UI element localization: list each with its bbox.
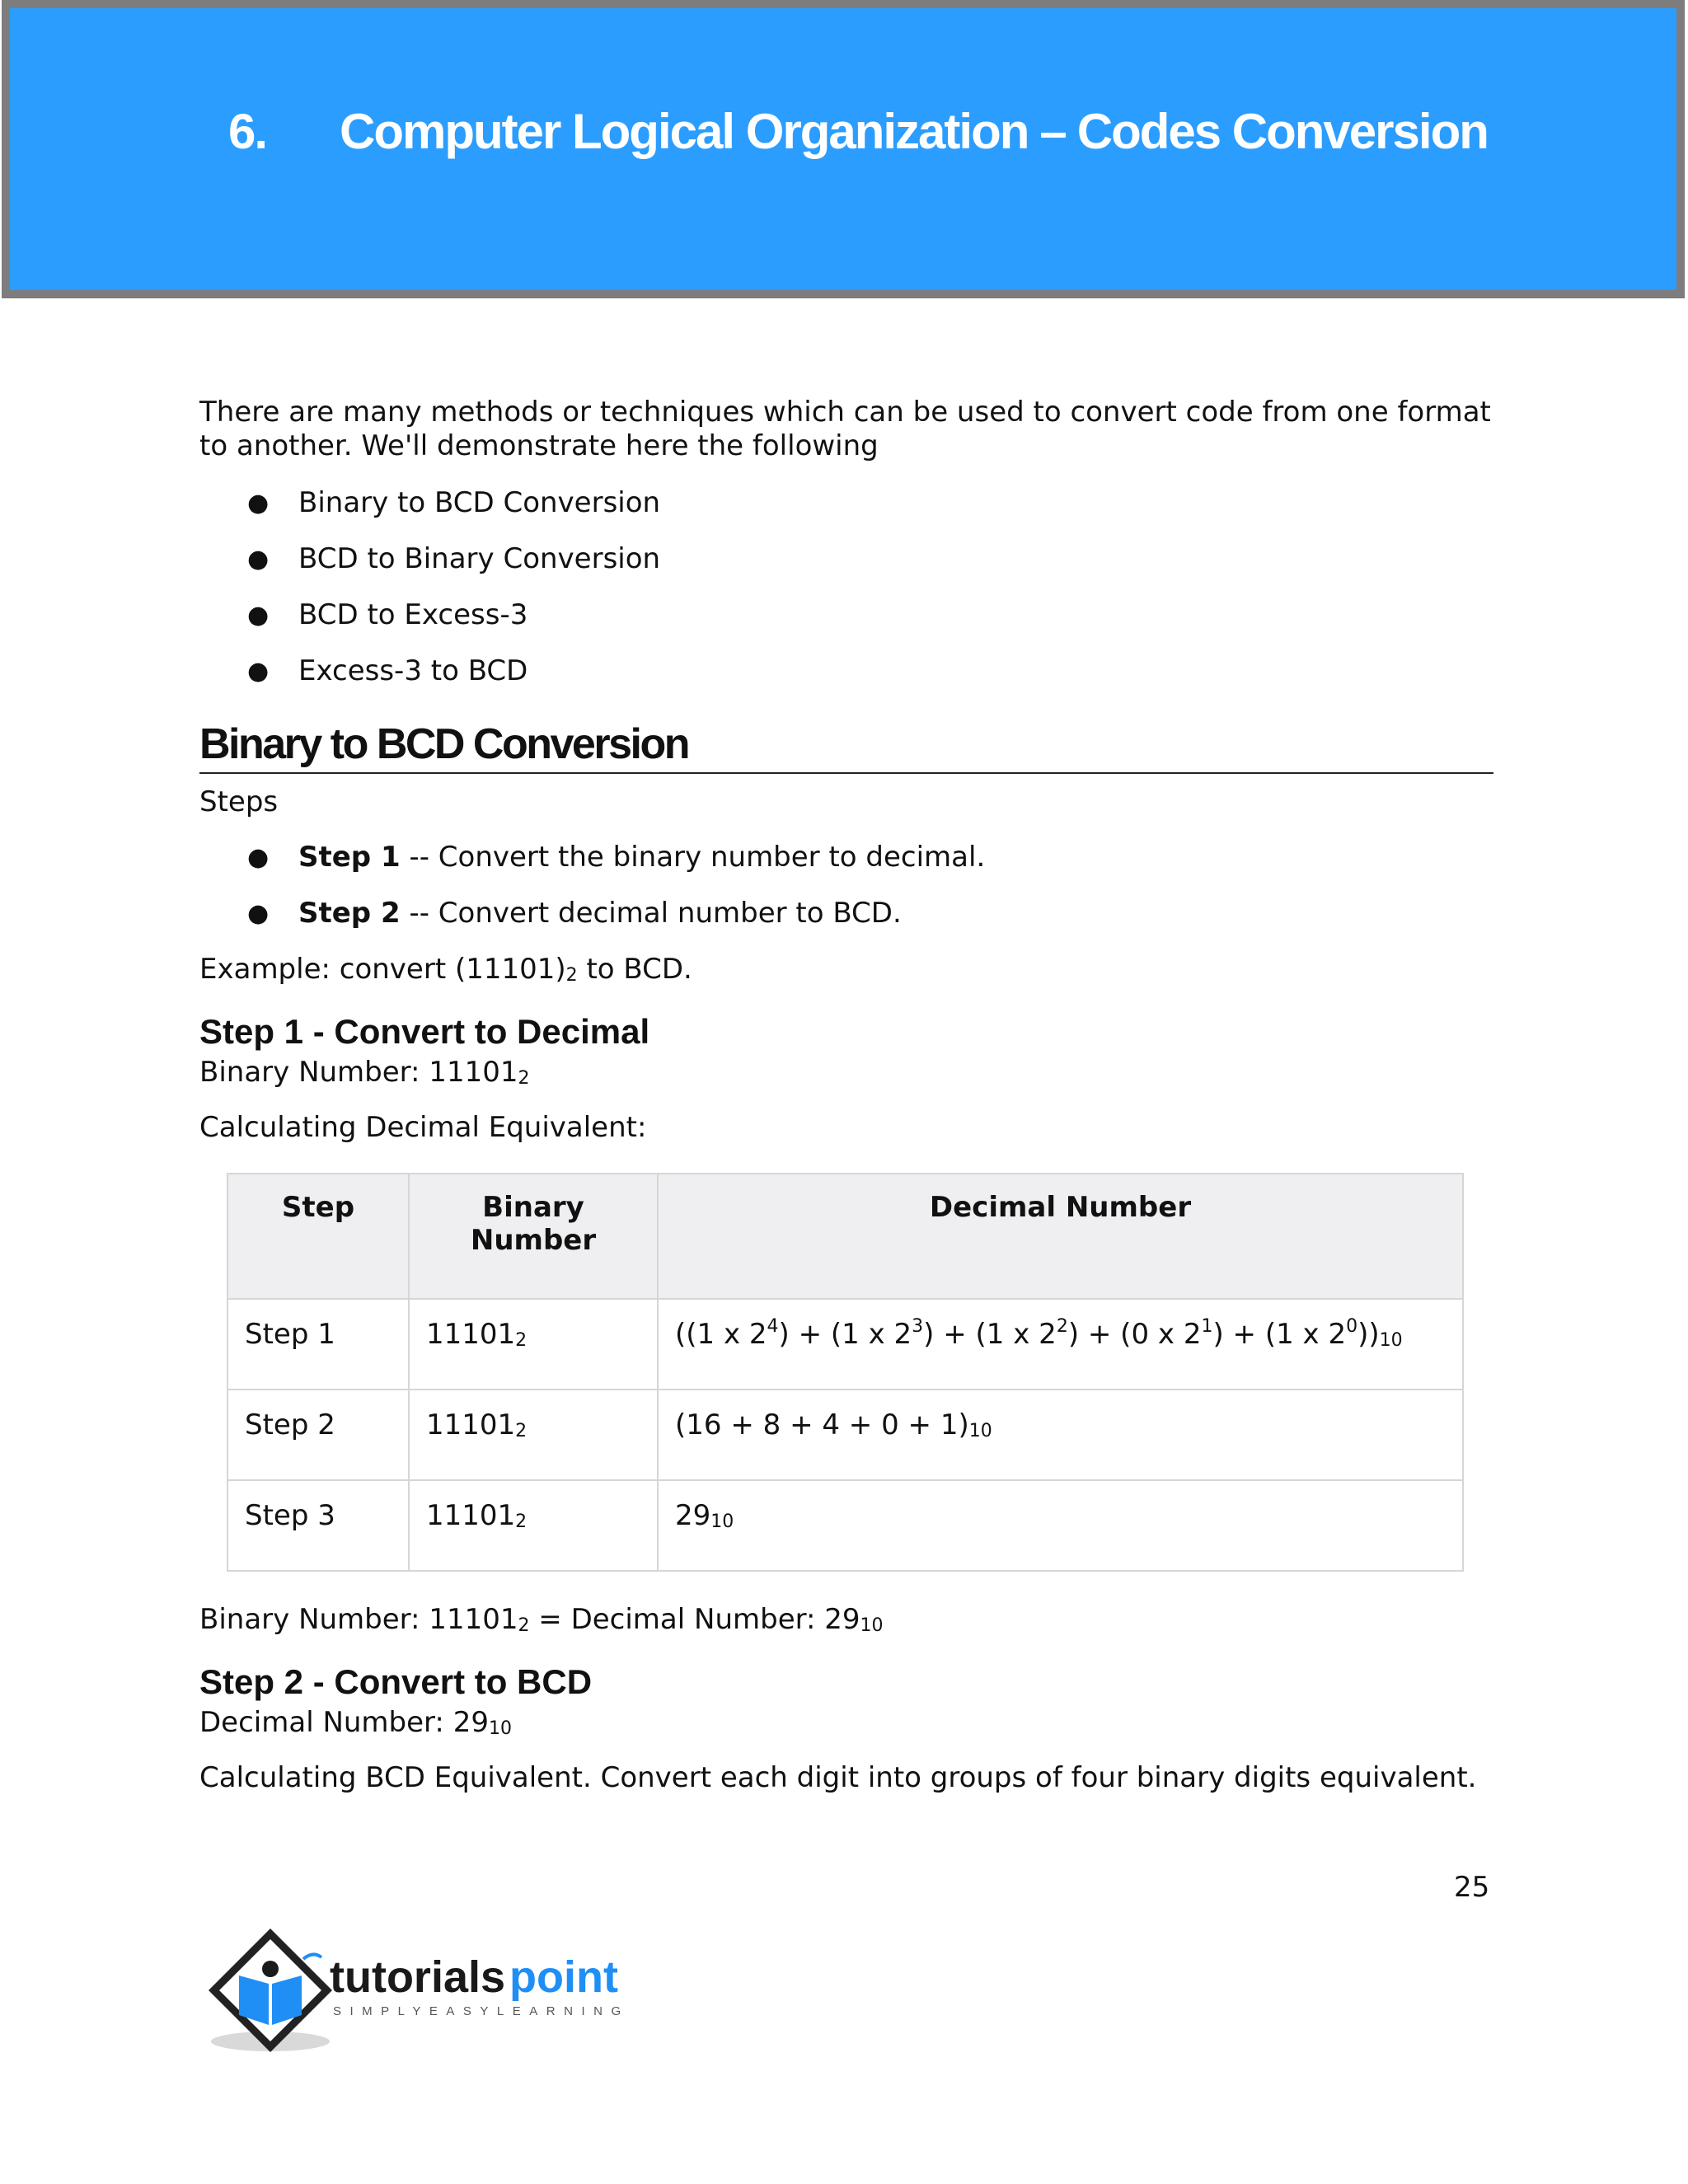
logo-diamond-inner (219, 1939, 321, 2041)
header-step: Step (227, 1174, 409, 1299)
decimal-base: 10 (860, 1615, 884, 1636)
cell-step: Step 2 (227, 1390, 409, 1480)
exponent: 3 (912, 1316, 924, 1337)
steps-list (199, 841, 1493, 930)
expansion-term: ) + (1 x 2 (923, 1318, 1057, 1351)
logo-tagline: SIMPLYEASYLEARNING (333, 2004, 630, 2018)
bullet-icon: ● (247, 657, 270, 686)
cell-step: Step 1 (227, 1299, 409, 1390)
list-item-text: BCD to Excess-3 (298, 598, 528, 631)
binary-base: 2 (518, 1068, 530, 1089)
binary-decimal-result (199, 1603, 1493, 1637)
binary-value: 11101 (426, 1318, 516, 1351)
exponent: 2 (1056, 1316, 1068, 1337)
cell-binary (409, 1480, 658, 1571)
decimal-conversion-table (227, 1173, 1464, 1572)
cell-binary (409, 1299, 658, 1390)
binary-value: 11101 (426, 1499, 516, 1532)
table-header-row (227, 1174, 1463, 1299)
binary-number-line (199, 1056, 1493, 1090)
calc-bcd-label: Calculating BCD Equivalent. Convert each digit into groups of four binary digits equivalent. (199, 1761, 1477, 1794)
list-item (199, 542, 1493, 576)
header-binary-number: Binary Number (409, 1174, 658, 1299)
chapter-number: 6. (228, 104, 267, 159)
list-item (199, 486, 1493, 520)
decimal-value: (16 + 8 + 4 + 0 + 1) (675, 1408, 969, 1441)
example-line (199, 953, 1493, 987)
bullet-icon: ● (247, 545, 270, 574)
chapter-header-banner (2, 0, 1685, 298)
expansion-term: ) + (1 x 2 (1212, 1318, 1347, 1351)
table-row (227, 1390, 1463, 1480)
exponent: 1 (1201, 1316, 1213, 1337)
intro-paragraph: There are many methods or techniques which can be used to convert code from one format to another. We'll demonstrate here the following (199, 396, 1491, 462)
expansion-term: ) + (1 x 2 (778, 1318, 912, 1351)
binary-value: 11101 (426, 1408, 516, 1441)
step-label: Step 1 (298, 841, 401, 874)
chapter-title-dash: – (1039, 104, 1066, 159)
step2-title: Step 2 - Convert to BCD (199, 1662, 593, 1701)
logo-text-point: point (509, 1952, 618, 2002)
step-text: -- Convert the binary number to decimal. (400, 841, 986, 874)
decimal-number-label: Decimal Number: 29 (199, 1706, 489, 1739)
cell-decimal (658, 1480, 1463, 1571)
bullet-icon: ● (247, 843, 270, 872)
step1-title: Step 1 - Convert to Decimal (199, 1012, 650, 1051)
decimal-base: 10 (488, 1718, 512, 1739)
chapter-subtitle: Codes Conversion (1076, 104, 1488, 159)
exponent: 4 (767, 1316, 779, 1337)
result-binary: Binary Number: 11101 (199, 1603, 518, 1636)
expansion-term: ) + (0 x 2 (1067, 1318, 1202, 1351)
bullet-icon: ● (247, 899, 270, 928)
step-label: Step 2 (298, 897, 401, 930)
decimal-base: 10 (968, 1421, 992, 1441)
list-item (199, 654, 1493, 688)
cell-decimal (658, 1390, 1463, 1480)
list-item (199, 841, 1493, 874)
page-content (199, 396, 1493, 1795)
decimal-base: 10 (710, 1511, 734, 1532)
decimal-value: 29 (675, 1499, 711, 1532)
chapter-title-text: Computer Logical Organization (340, 104, 1029, 159)
list-item-text: BCD to Binary Conversion (298, 542, 661, 575)
steps-label: Steps (199, 785, 279, 818)
table-row (227, 1299, 1463, 1390)
cell-binary (409, 1390, 658, 1480)
bullet-icon: ● (247, 601, 270, 630)
bullet-icon: ● (247, 489, 270, 518)
cell-decimal-expansion (658, 1299, 1463, 1390)
calc-decimal-label: Calculating Decimal Equivalent: (199, 1111, 647, 1144)
binary-base: 2 (515, 1511, 528, 1532)
example-suffix: to BCD. (577, 953, 692, 986)
cell-step: Step 3 (227, 1480, 409, 1571)
chapter-title (228, 103, 1488, 160)
logo-swirl-icon (303, 1954, 321, 1959)
step-text: -- Convert decimal number to BCD. (400, 897, 902, 930)
header-decimal-number: Decimal Number (658, 1174, 1463, 1299)
example-base: 2 (565, 965, 578, 986)
logo-text-tutorials: tutorials (330, 1952, 506, 2002)
list-item (199, 598, 1493, 632)
tutorialspoint-logo (196, 1924, 691, 2064)
page-number: 25 (1454, 1871, 1490, 1904)
logo-reader-head (262, 1961, 279, 1977)
example-text: Example: convert (11101) (199, 953, 566, 986)
expansion-term: ((1 x 2 (675, 1318, 767, 1351)
expansion-term: )) (1357, 1318, 1380, 1351)
binary-base: 2 (518, 1615, 530, 1636)
list-item (199, 897, 1493, 930)
decimal-number-line (199, 1706, 1493, 1740)
decimal-base: 10 (1379, 1330, 1403, 1351)
list-item-text: Excess-3 to BCD (298, 654, 528, 687)
binary-base: 2 (515, 1421, 528, 1441)
list-item-text: Binary to BCD Conversion (298, 486, 661, 519)
result-decimal: = Decimal Number: 29 (529, 1603, 860, 1636)
conversion-methods-list (199, 486, 1493, 688)
exponent: 0 (1346, 1316, 1358, 1337)
table-row (227, 1480, 1463, 1571)
section-title: Binary to BCD Conversion (199, 719, 1493, 774)
binary-number-label: Binary Number: 11101 (199, 1056, 518, 1089)
binary-base: 2 (515, 1330, 528, 1351)
